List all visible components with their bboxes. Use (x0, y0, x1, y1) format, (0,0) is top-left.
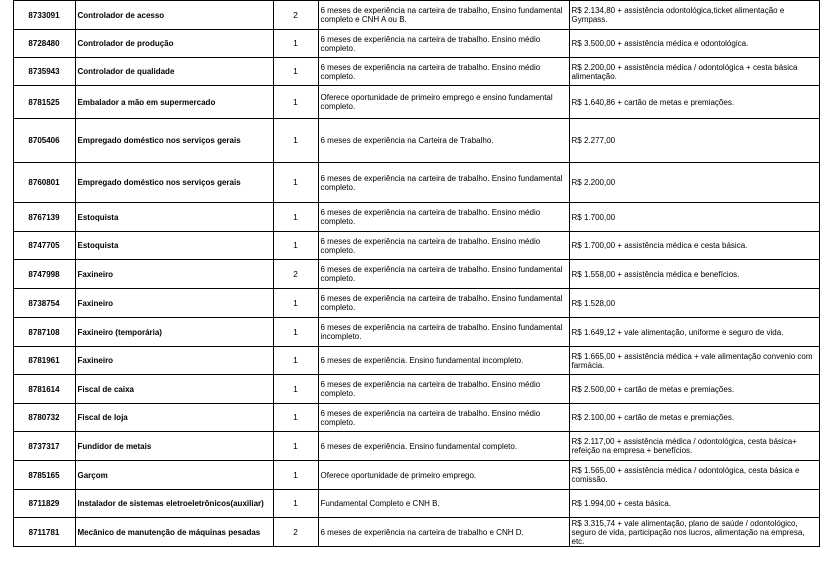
job-salary-benefits: R$ 1.565,00 + assistência médica / odontológica, cesta básica e comissão. (569, 461, 819, 490)
job-salary-benefits: R$ 1.649,12 + vale alimentação, uniforme e seguro de vida. (569, 318, 819, 347)
job-salary-benefits: R$ 1.528,00 (569, 289, 819, 318)
job-requirements: 6 meses de experiência na carteira de trabalho. Ensino médio completo. (318, 404, 569, 432)
job-requirements: 6 meses de experiência na carteira de trabalho. Ensino médio completo. (318, 232, 569, 260)
row-margin-cell (0, 119, 13, 163)
vacancy-quantity: 1 (273, 203, 318, 232)
row-margin-cell (0, 86, 13, 119)
job-requirements: 6 meses de experiência na carteira de trabalho. Ensino fundamental completo. (318, 163, 569, 203)
table-row (0, 404, 819, 432)
row-margin-cell (0, 404, 13, 432)
vacancy-quantity: 2 (273, 1, 318, 30)
row-margin-cell (0, 1, 13, 30)
table-row (0, 260, 819, 289)
vacancy-code: 8728480 (13, 30, 75, 58)
table-row (0, 461, 819, 490)
vacancy-code: 8733091 (13, 1, 75, 30)
vacancy-code: 8780732 (13, 404, 75, 432)
vacancy-quantity: 1 (273, 461, 318, 490)
job-requirements: 6 meses de experiência na carteira de trabalho, Ensino fundamental completo e CNH A ou B. (318, 1, 569, 30)
job-requirements: 6 meses de experiência na carteira de trabalho e CNH D. (318, 518, 569, 547)
table-row (0, 289, 819, 318)
vacancy-code: 8737317 (13, 432, 75, 461)
vacancy-quantity: 1 (273, 318, 318, 347)
vacancy-code: 8781614 (13, 375, 75, 404)
job-requirements: 6 meses de experiência na Carteira de Trabalho. (318, 119, 569, 163)
table-row (0, 518, 819, 547)
job-title: Faxineiro (75, 289, 273, 318)
table-row (0, 203, 819, 232)
vacancy-quantity: 1 (273, 375, 318, 404)
row-margin-cell (0, 260, 13, 289)
row-margin-cell (0, 232, 13, 260)
row-margin-cell (0, 203, 13, 232)
job-salary-benefits: R$ 1.640,86 + cartão de metas e premiações. (569, 86, 819, 119)
row-margin-cell (0, 518, 13, 547)
job-salary-benefits: R$ 3.315,74 + vale alimentação, plano de saúde / odontológico, seguro de vida, participação nos lucros, alimentação na empresa, etc. (569, 518, 819, 547)
job-requirements: 6 meses de experiência na carteira de trabalho. Ensino médio completo. (318, 30, 569, 58)
vacancy-code: 8767139 (13, 203, 75, 232)
job-requirements: 6 meses de experiência na carteira de trabalho. Ensino fundamental incompleto. (318, 318, 569, 347)
job-requirements: 6 meses de experiência na carteira de trabalho. Ensino médio completo. (318, 58, 569, 86)
job-requirements: 6 meses de experiência na carteira de trabalho. Ensino fundamental completo. (318, 289, 569, 318)
table-row (0, 58, 819, 86)
job-title: Mecânico de manutenção de máquinas pesadas (75, 518, 273, 547)
table-row (0, 432, 819, 461)
job-salary-benefits: R$ 1.558,00 + assistência médica e benefícios. (569, 260, 819, 289)
row-margin-cell (0, 432, 13, 461)
vacancy-code: 8738754 (13, 289, 75, 318)
job-title: Embalador a mão em supermercado (75, 86, 273, 119)
job-openings-body (0, 1, 819, 547)
row-margin-cell (0, 490, 13, 518)
table-row (0, 163, 819, 203)
job-title: Faxineiro (75, 347, 273, 375)
vacancy-quantity: 1 (273, 347, 318, 375)
job-title: Estoquista (75, 203, 273, 232)
job-requirements: 6 meses de experiência. Ensino fundamental incompleto. (318, 347, 569, 375)
vacancy-quantity: 1 (273, 163, 318, 203)
vacancy-quantity: 1 (273, 86, 318, 119)
row-margin-cell (0, 163, 13, 203)
table-row (0, 347, 819, 375)
job-salary-benefits: R$ 1.994,00 + cesta básica. (569, 490, 819, 518)
vacancy-code: 8760801 (13, 163, 75, 203)
job-salary-benefits: R$ 1.665,00 + assistência médica + vale alimentação convenio com farmácia. (569, 347, 819, 375)
job-salary-benefits: R$ 2.100,00 + cartão de metas e premiações. (569, 404, 819, 432)
table-row (0, 490, 819, 518)
job-requirements: 6 meses de experiência na carteira de trabalho. Ensino médio completo. (318, 203, 569, 232)
vacancy-code: 8781525 (13, 86, 75, 119)
row-margin-cell (0, 58, 13, 86)
vacancy-code: 8705406 (13, 119, 75, 163)
table-row (0, 30, 819, 58)
vacancy-quantity: 1 (273, 30, 318, 58)
vacancy-quantity: 1 (273, 432, 318, 461)
table-row (0, 119, 819, 163)
job-title: Empregado doméstico nos serviços gerais (75, 163, 273, 203)
row-margin-cell (0, 347, 13, 375)
job-salary-benefits: R$ 1.700,00 + assistência médica e cesta básica. (569, 232, 819, 260)
vacancy-quantity: 1 (273, 490, 318, 518)
job-salary-benefits: R$ 2.500,00 + cartão de metas e premiações. (569, 375, 819, 404)
vacancy-quantity: 1 (273, 119, 318, 163)
job-title: Instalador de sistemas eletroeletrônicos(auxiliar) (75, 490, 273, 518)
job-salary-benefits: R$ 2.277,00 (569, 119, 819, 163)
vacancy-quantity: 1 (273, 58, 318, 86)
vacancy-code: 8785165 (13, 461, 75, 490)
job-title: Garçom (75, 461, 273, 490)
job-requirements: 6 meses de experiência na carteira de trabalho. Ensino médio completo. (318, 375, 569, 404)
job-title: Faxineiro (temporária) (75, 318, 273, 347)
vacancy-code: 8747998 (13, 260, 75, 289)
vacancy-quantity: 2 (273, 260, 318, 289)
job-requirements: Oferece oportunidade de primeiro emprego. (318, 461, 569, 490)
job-title: Fiscal de caixa (75, 375, 273, 404)
job-title: Controlador de acesso (75, 1, 273, 30)
job-title: Empregado doméstico nos serviços gerais (75, 119, 273, 163)
job-title: Faxineiro (75, 260, 273, 289)
job-title: Controlador de qualidade (75, 58, 273, 86)
vacancy-code: 8781961 (13, 347, 75, 375)
vacancy-quantity: 1 (273, 404, 318, 432)
job-title: Controlador de produção (75, 30, 273, 58)
vacancy-quantity: 2 (273, 518, 318, 547)
job-requirements: 6 meses de experiência. Ensino fundamental completo. (318, 432, 569, 461)
job-salary-benefits: R$ 3.500,00 + assistência médica e odontológica. (569, 30, 819, 58)
job-salary-benefits: R$ 2.200,00 + assistência médica / odontológica + cesta básica alimentação. (569, 58, 819, 86)
job-salary-benefits: R$ 1.700,00 (569, 203, 819, 232)
job-requirements: 6 meses de experiência na carteira de trabalho. Ensino fundamental completo. (318, 260, 569, 289)
job-title: Estoquista (75, 232, 273, 260)
table-row (0, 318, 819, 347)
table-row (0, 86, 819, 119)
table-row (0, 232, 819, 260)
job-salary-benefits: R$ 2.200,00 (569, 163, 819, 203)
job-requirements: Oferece oportunidade de primeiro emprego e ensino fundamental completo. (318, 86, 569, 119)
vacancy-code: 8747705 (13, 232, 75, 260)
vacancy-quantity: 1 (273, 232, 318, 260)
row-margin-cell (0, 289, 13, 318)
row-margin-cell (0, 461, 13, 490)
job-salary-benefits: R$ 2.117,00 + assistência médica / odontológica, cesta básica+ refeição na empresa + benefícios. (569, 432, 819, 461)
row-margin-cell (0, 375, 13, 404)
vacancy-code: 8735943 (13, 58, 75, 86)
vacancy-quantity: 1 (273, 289, 318, 318)
vacancy-code: 8711781 (13, 518, 75, 547)
table-row (0, 375, 819, 404)
job-title: Fundidor de metais (75, 432, 273, 461)
table-row (0, 1, 819, 30)
job-salary-benefits: R$ 2.134,80 + assistência odontológica,ticket alimentação e Gympass. (569, 1, 819, 30)
row-margin-cell (0, 318, 13, 347)
row-margin-cell (0, 30, 13, 58)
job-requirements: Fundamental Completo e CNH B. (318, 490, 569, 518)
vacancy-code: 8711829 (13, 490, 75, 518)
job-title: Fiscal de loja (75, 404, 273, 432)
vacancy-code: 8787108 (13, 318, 75, 347)
